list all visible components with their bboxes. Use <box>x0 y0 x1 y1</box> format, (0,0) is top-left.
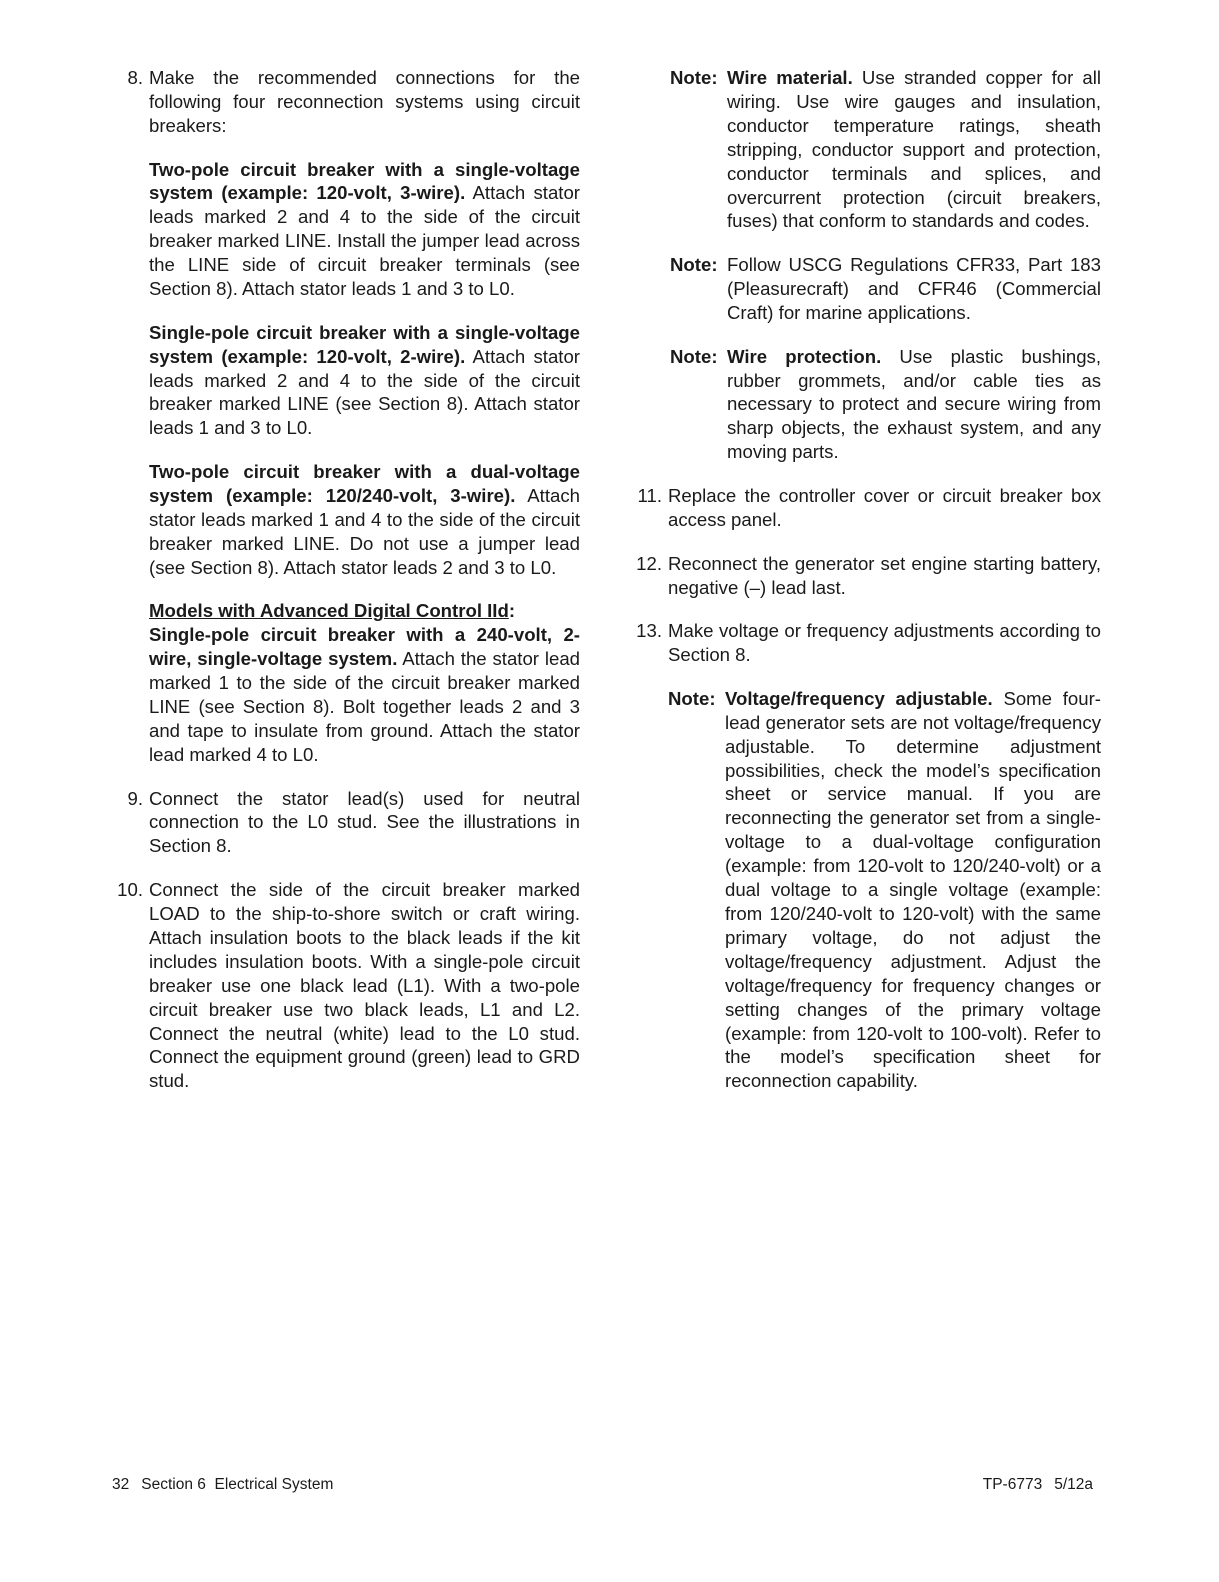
models-heading: Models with Advanced Digital Control IId <box>149 600 509 622</box>
note-voltage-frequency-adjustable <box>668 687 1101 1093</box>
step-8-option-advanced-digital-control <box>149 599 580 766</box>
note-heading: Voltage/frequency adjustable. <box>725 687 993 709</box>
step-11-text: Replace the controller cover or circuit breaker box access panel. <box>668 484 1101 530</box>
note-label: Note: <box>670 254 718 276</box>
page-number: 32 <box>112 1476 130 1493</box>
option-heading: Two-pole circuit breaker with a dual-voltage system (example: 120/240-volt, 3-wire). <box>149 461 580 506</box>
step-number: 13. <box>636 620 662 642</box>
note-wire-protection <box>631 345 1101 465</box>
step-number: 12. <box>636 552 662 574</box>
document-id: TP-6773 <box>982 1476 1043 1493</box>
note-label: Note: <box>670 345 718 367</box>
note-heading: Wire protection. <box>727 345 882 367</box>
note-heading: Wire material. <box>727 67 853 88</box>
note-text: Some four-lead generator sets are not voltage/frequency adjustable. To determine adjustment possibilities, check the model’s specification sheet or service manual. If you are reconnecting the generator set from a single-voltage to a dual-voltage configuration (example: from 120-volt to 120/240-volt) or a dual voltage to a single voltage (example: from 120/240-volt to 120-volt) with the same primary voltage, do not adjust the voltage/frequency adjustment. Adjust the voltage/frequency for frequency changes or setting changes of the primary voltage (example: from 120-volt to 100-volt). Refer to the model’s specification sheet for reconnection capability. <box>725 687 1101 1092</box>
footer-section: Section 6 Electrical System <box>141 1476 334 1493</box>
option-text: Attach stator leads marked 1 and 4 to the side of the circuit breaker marked LINE. Do not use a jumper lead (see Section 8). Attach stator leads 2 and 3 to L0. <box>149 484 580 578</box>
step-number: 11. <box>637 484 662 506</box>
option-text: Attach the stator lead marked 1 to the side of the circuit breaker marked LINE (see Section 8). Bolt together leads 2 and 3 and tape to insulate from ground. Attach the stator lead marked 4 to L0. <box>149 648 581 765</box>
step-9-text: Connect the stator lead(s) used for neutral connection to the L0 stud. See the illustrations in Section 8. <box>149 787 580 857</box>
document-revision: 5/12a <box>1054 1476 1093 1493</box>
note-wire-material <box>631 66 1101 233</box>
step-13-text: Make voltage or frequency adjustments according to Section 8. <box>668 620 1101 666</box>
note-text: Follow USCG Regulations CFR33, Part 183 (Pleasurecraft) and CFR46 (Commercial Craft) for marine applications. <box>727 254 1101 323</box>
option-text: Attach stator leads marked 2 and 4 to the side of the circuit breaker marked LINE (see Section 8). Attach stator leads 1 and 3 to L0. <box>149 345 580 439</box>
option-heading: Single-pole circuit breaker with a 240-volt, 2-wire, single-voltage system. <box>149 624 580 670</box>
note-text: Use plastic bushings, rubber grommets, and/or cable ties as necessary to protect and secure wiring from sharp objects, the exhaust system, and any moving parts. <box>727 345 1101 463</box>
right-column <box>631 66 1101 1113</box>
step-12 <box>631 552 1101 600</box>
option-text: Attach stator leads marked 2 and 4 to the side of the circuit breaker marked LINE. Install the jumper lead across the LINE side of circuit breaker terminals (see Section 8). Attach stator leads 1 and 3 to L0. <box>149 182 580 300</box>
left-column <box>112 66 580 1113</box>
step-12-text: Reconnect the generator set engine starting battery, negative (–) lead last. <box>668 552 1101 598</box>
step-9 <box>112 787 580 859</box>
footer-right <box>983 1476 1093 1494</box>
step-13 <box>631 619 1101 1093</box>
step-8-option-single-pole-single-voltage <box>149 321 580 441</box>
step-10-text: Connect the side of the circuit breaker marked LOAD to the ship-to-shore switch or craft wiring. Attach insulation boots to the black leads if the kit includes insulation boots. With a single-pole circuit breaker use one black lead (L1). With a two-pole circuit breaker use two black leads, L1 and L2. Connect the neutral (white) lead to the L0 stud. Connect the equipment ground (green) lead to GRD stud. <box>149 879 580 1092</box>
step-number: 9. <box>127 787 143 809</box>
footer-left <box>112 1476 333 1494</box>
step-number: 8. <box>127 67 143 88</box>
step-8-option-two-pole-dual-voltage <box>149 460 580 580</box>
models-heading-colon: : <box>508 600 516 622</box>
step-8-option-two-pole-single-voltage <box>149 158 580 301</box>
option-heading: Single-pole circuit breaker with a single-voltage system (example: 120-volt, 2-wire). <box>149 321 580 367</box>
step-10 <box>112 878 580 1093</box>
note-label: Note: <box>670 67 718 88</box>
option-heading: Two-pole circuit breaker with a single-voltage system (example: 120-volt, 3-wire). <box>149 158 580 204</box>
step-8-intro: Make the recommended connections for the following four reconnection systems using circuit breakers: <box>149 67 580 136</box>
step-11 <box>631 484 1101 532</box>
note-uscg-regulations <box>631 253 1101 325</box>
step-8 <box>112 66 580 767</box>
note-text: Use stranded copper for all wiring. Use wire gauges and insulation, conductor temperature ratings, sheath stripping, conductor support and protection, conductor terminals and splices, and overcurrent protection (circuit breakers, fuses) that conform to standards and codes. <box>727 67 1101 232</box>
note-label: Note: <box>668 687 716 709</box>
step-number: 10. <box>117 879 143 901</box>
